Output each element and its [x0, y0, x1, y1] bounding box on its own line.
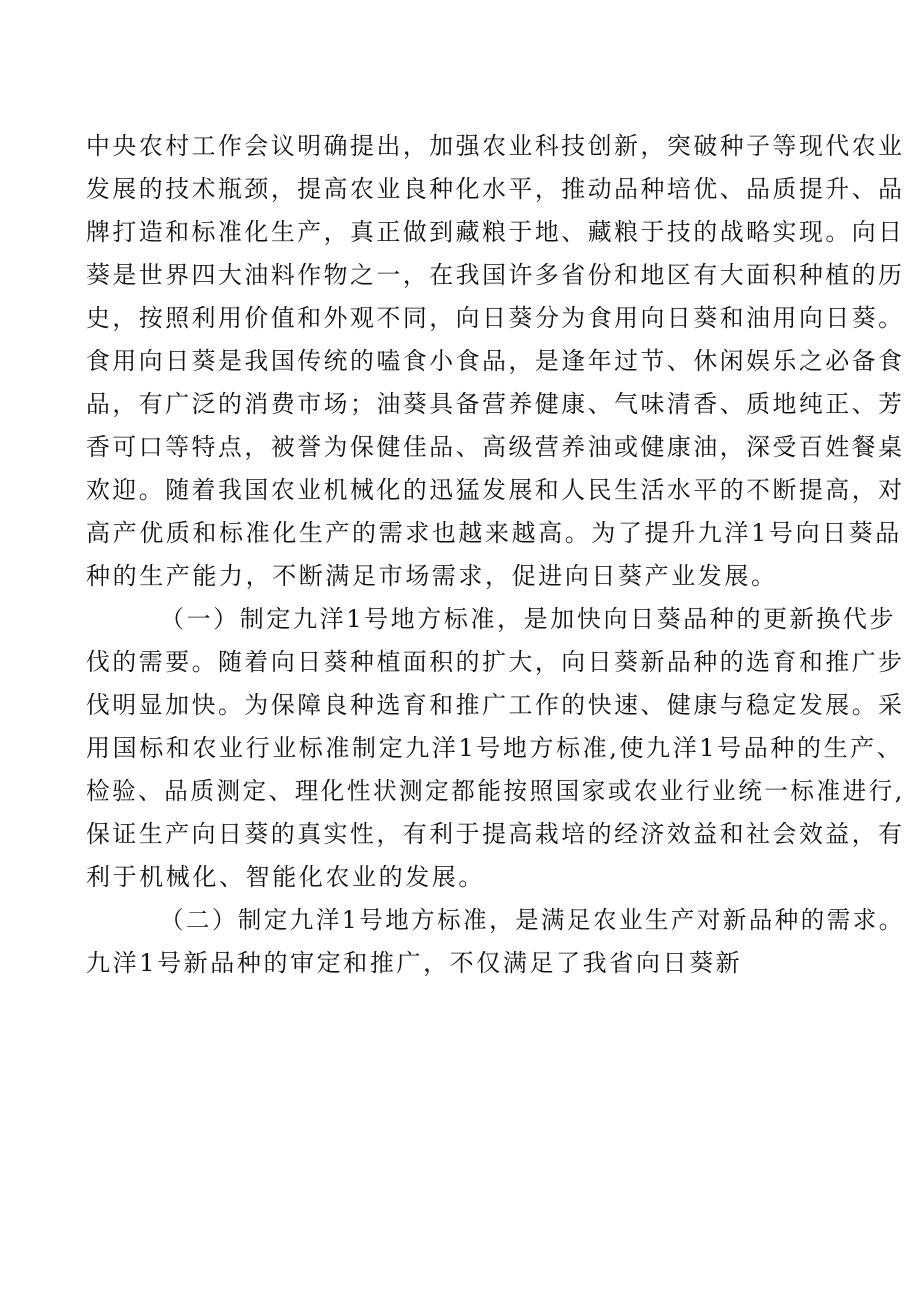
text-line: 牌打造和标准化生产，真正做到藏粮于地、藏粮于技的战略实现。向日 [86, 218, 905, 246]
text-line: 发展的技术瓶颈，提高农业良种化水平，推动品种培优、品质提升、品 [86, 175, 905, 203]
text-line: 史，按照利用价值和外观不同，向日葵分为食用向日葵和油用向日葵。 [86, 304, 905, 332]
paragraph-first-line: （一）制定九洋1号地方标准，是加快向日葵品种的更新换代步 [160, 605, 897, 633]
text-line: 葵是世界四大油料作物之一，在我国许多省份和地区有大面积种植的历 [86, 261, 905, 289]
text-line: 九洋1号新品种的审定和推广，不仅满足了我省向日葵新 [86, 949, 743, 977]
text-line: 中央农村工作会议明确提出，加强农业科技创新，突破种子等现代农业 [86, 132, 905, 160]
text-line: 保证生产向日葵的真实性，有利于提高栽培的经济效益和社会效益，有 [86, 820, 905, 848]
text-line: 伐的需要。随着向日葵种植面积的扩大，向日葵新品种的选育和推广步 [86, 648, 905, 676]
text-line: 伐明显加快。为保障良种选育和推广工作的快速、健康与稳定发展。采 [86, 691, 905, 719]
text-line: 高产优质和标准化生产的需求也越来越高。为了提升九洋1号向日葵品 [86, 519, 902, 547]
text-line: 香可口等特点，被誉为保健佳品、高级营养油或健康油，深受百姓餐桌 [86, 433, 905, 461]
text-line: 检验、品质测定、理化性状测定都能按照国家或农业行业统一标准进行, [86, 777, 905, 805]
text-line: 食用向日葵是我国传统的嗑食小食品，是逢年过节、休闲娱乐之必备食 [86, 347, 905, 375]
text-line: 种的生产能力，不断满足市场需求，促进向日葵产业发展。 [86, 562, 778, 590]
paragraph-first-line: （二）制定九洋1号地方标准，是满足农业生产对新品种的需求。 [160, 906, 905, 934]
text-line: 欢迎。随着我国农业机械化的迅猛发展和人民生活水平的不断提高，对 [86, 476, 905, 504]
text-line: 品，有广泛的消费市场；油葵具备营养健康、气味清香、质地纯正、芳 [86, 390, 905, 418]
text-line: 利于机械化、智能化农业的发展。 [86, 863, 485, 891]
text-line: 用国标和农业行业标准制定九洋1号地方标准,使九洋1号品种的生产、 [86, 734, 904, 762]
